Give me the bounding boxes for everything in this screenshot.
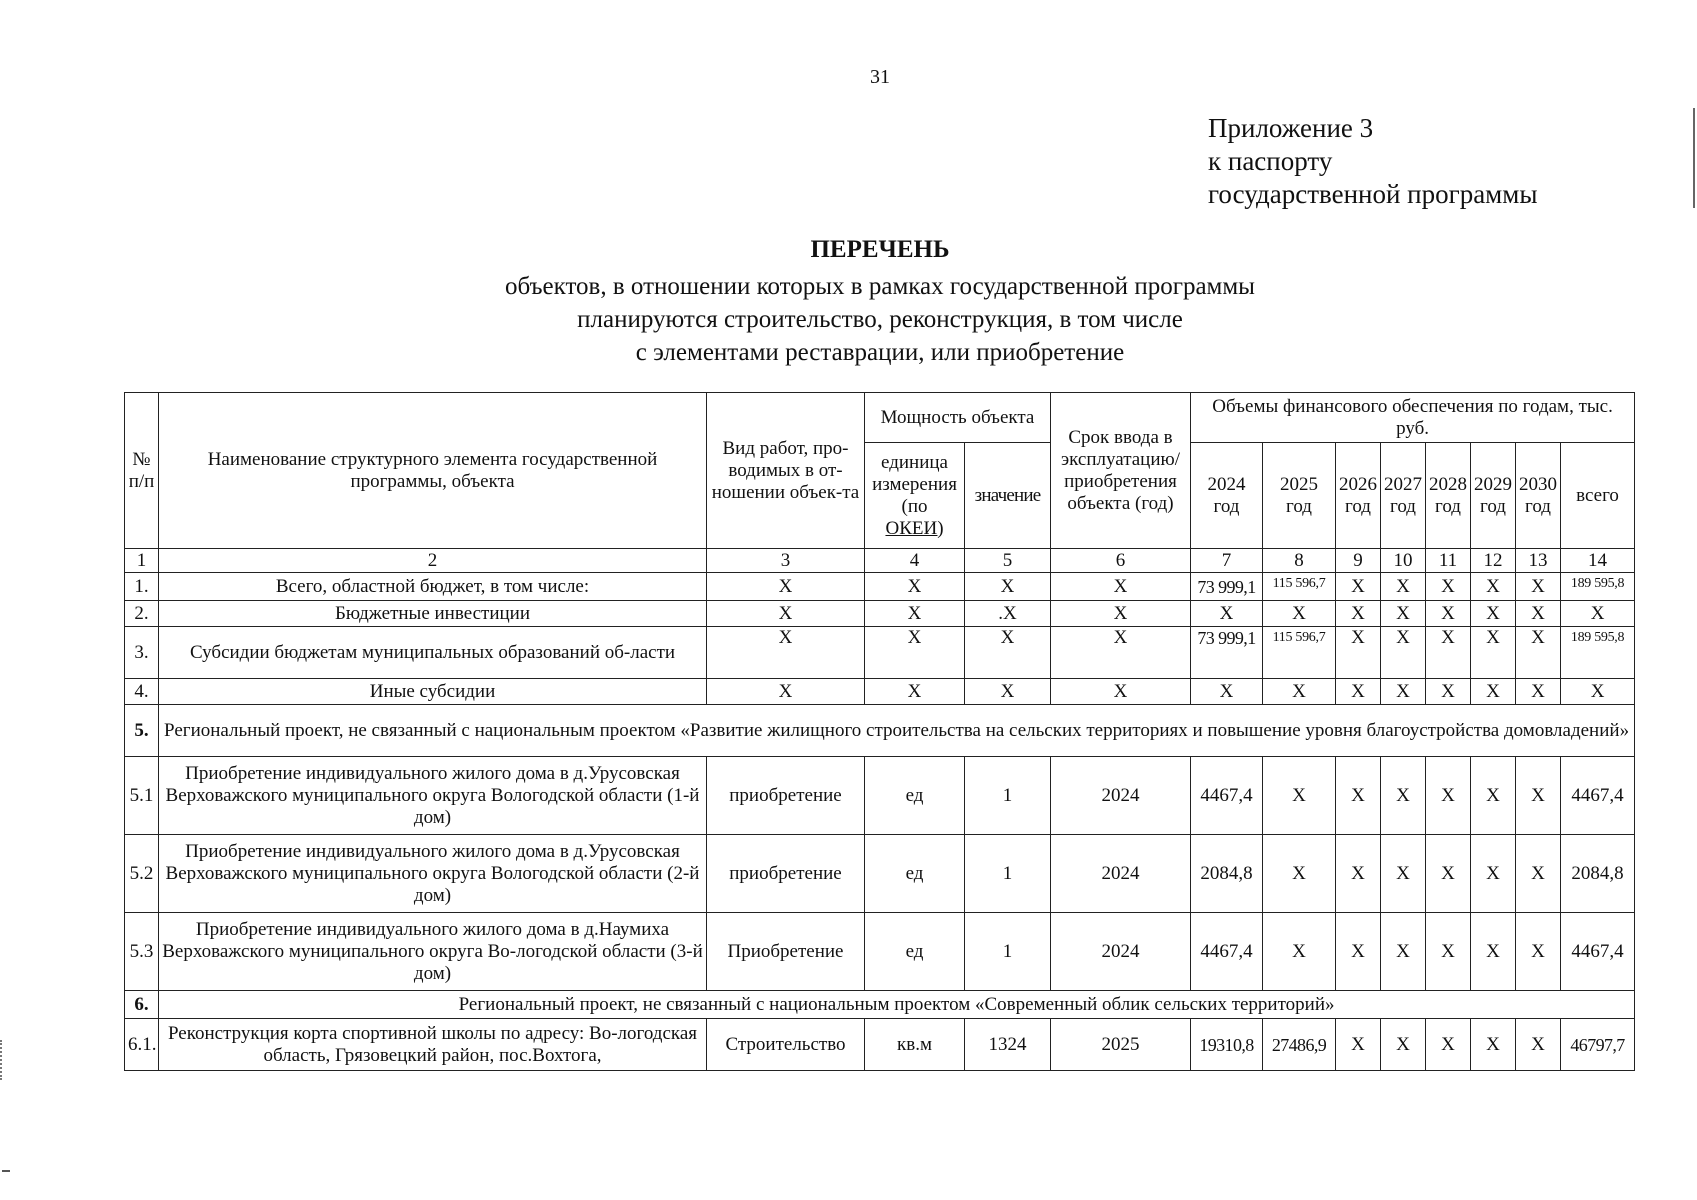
section-row <box>125 991 1635 1019</box>
scan-margin-mark <box>0 1040 8 1080</box>
row-work: X <box>707 601 865 627</box>
row-2030: X <box>1516 835 1561 913</box>
row-name: Субсидии бюджетам муниципальных образований об-ласти <box>159 627 707 679</box>
colnum-14: 14 <box>1561 549 1635 573</box>
row-work: X <box>707 679 865 705</box>
row-2030: X <box>1516 913 1561 991</box>
header-work-type: Вид работ, про-водимых в от-ношении объек-та <box>707 393 865 549</box>
row-2024: X <box>1191 601 1263 627</box>
table-row <box>125 627 1635 679</box>
row-2030: X <box>1516 1019 1561 1071</box>
row-2024: X <box>1191 679 1263 705</box>
row-work: приобретение <box>707 835 865 913</box>
table-row <box>125 601 1635 627</box>
colnum-2: 2 <box>159 549 707 573</box>
table-row <box>125 835 1635 913</box>
row-2027: X <box>1381 679 1426 705</box>
row-unit: X <box>865 573 965 601</box>
row-2027: X <box>1381 601 1426 627</box>
row-2026: X <box>1336 573 1381 601</box>
row-2024: 4467,4 <box>1191 913 1263 991</box>
row-num: 3. <box>125 627 159 679</box>
row-unit: кв.м <box>865 1019 965 1071</box>
colnum-13: 13 <box>1516 549 1561 573</box>
header-total: всего <box>1561 443 1635 549</box>
row-2027: X <box>1381 1019 1426 1071</box>
colnum-7: 7 <box>1191 549 1263 573</box>
row-2025: X <box>1263 601 1336 627</box>
row-2028: X <box>1426 1019 1471 1071</box>
row-value: X <box>965 679 1051 705</box>
header-2027: 2027 год <box>1381 443 1426 549</box>
row-2029: X <box>1471 913 1516 991</box>
row-deadline: X <box>1051 679 1191 705</box>
row-2024: 73 999,1 <box>1191 627 1263 679</box>
page-number: 31 <box>870 66 890 88</box>
row-2025: X <box>1263 757 1336 835</box>
column-numbers-row <box>125 549 1635 573</box>
row-2030: X <box>1516 601 1561 627</box>
row-name: Реконструкция корта спортивной школы по адресу: Во-логодская область, Грязовецкий район, пос.Вохтога, <box>159 1019 707 1071</box>
row-2029: X <box>1471 573 1516 601</box>
row-value: X <box>965 573 1051 601</box>
row-2030: X <box>1516 627 1561 679</box>
row-2028: X <box>1426 835 1471 913</box>
row-deadline: X <box>1051 573 1191 601</box>
row-deadline: 2024 <box>1051 757 1191 835</box>
header-unit-okei: ОКЕИ) <box>885 517 944 539</box>
row-2027: X <box>1381 757 1426 835</box>
row-2024: 19310,8 <box>1191 1019 1263 1071</box>
row-num: 6.1. <box>125 1019 159 1071</box>
colnum-8: 8 <box>1263 549 1336 573</box>
row-2025: X <box>1263 913 1336 991</box>
row-work: X <box>707 573 865 601</box>
row-2030: X <box>1516 679 1561 705</box>
header-2024: 2024 год <box>1191 443 1263 549</box>
header-2028: 2028 год <box>1426 443 1471 549</box>
colnum-3: 3 <box>707 549 865 573</box>
row-unit: ед <box>865 835 965 913</box>
row-unit: ед <box>865 913 965 991</box>
row-2026: X <box>1336 1019 1381 1071</box>
row-2026: X <box>1336 627 1381 679</box>
header-2026: 2026 год <box>1336 443 1381 549</box>
row-2025: 27486,9 <box>1263 1019 1336 1071</box>
document-subtitle <box>0 270 1697 369</box>
row-2026: X <box>1336 679 1381 705</box>
row-2027: X <box>1381 913 1426 991</box>
row-total: X <box>1561 679 1635 705</box>
colnum-10: 10 <box>1381 549 1426 573</box>
subtitle-line-1: объектов, в отношении которых в рамках государственной программы <box>505 273 1255 300</box>
row-name: Всего, областной бюджет, в том числе: <box>159 573 707 601</box>
colnum-5: 5 <box>965 549 1051 573</box>
row-num: 1. <box>125 573 159 601</box>
row-2026: X <box>1336 913 1381 991</box>
row-2028: X <box>1426 757 1471 835</box>
table-row <box>125 913 1635 991</box>
row-value: 1 <box>965 913 1051 991</box>
row-num: 5.2 <box>125 835 159 913</box>
header-unit-text: единица измерения (по <box>872 451 957 517</box>
row-2028: X <box>1426 573 1471 601</box>
row-total: 189 595,8 <box>1561 627 1635 679</box>
table-row <box>125 1019 1635 1071</box>
row-2025: X <box>1263 835 1336 913</box>
objects-table <box>124 392 1635 1071</box>
row-name: Приобретение индивидуального жилого дома в д.Наумиха Верховажского муниципального округа Во-логодской области (3-й дом) <box>159 913 707 991</box>
row-2025: X <box>1263 679 1336 705</box>
row-total: 2084,8 <box>1561 835 1635 913</box>
scan-edge-mark <box>1693 108 1695 208</box>
document-title: ПЕРЕЧЕНЬ <box>810 236 950 263</box>
table-row <box>125 573 1635 601</box>
header-unit <box>865 443 965 549</box>
row-2024: 2084,8 <box>1191 835 1263 913</box>
row-num: 5.1 <box>125 757 159 835</box>
row-work: X <box>707 627 865 679</box>
row-unit: X <box>865 627 965 679</box>
row-name: Иные субсидии <box>159 679 707 705</box>
colnum-11: 11 <box>1426 549 1471 573</box>
header-name: Наименование структурного элемента государственной программы, объекта <box>159 393 707 549</box>
header-2029: 2029 год <box>1471 443 1516 549</box>
row-value: 1 <box>965 757 1051 835</box>
row-2026: X <box>1336 757 1381 835</box>
colnum-4: 4 <box>865 549 965 573</box>
row-value: X <box>965 627 1051 679</box>
header-2030: 2030 год <box>1516 443 1561 549</box>
header-value: значение <box>965 443 1051 549</box>
row-total: X <box>1561 601 1635 627</box>
header-2025: 2025 год <box>1263 443 1336 549</box>
row-2026: X <box>1336 835 1381 913</box>
section-num: 5. <box>125 705 159 757</box>
row-2027: X <box>1381 835 1426 913</box>
row-num: 5.3 <box>125 913 159 991</box>
row-num: 2. <box>125 601 159 627</box>
row-deadline: X <box>1051 627 1191 679</box>
row-work: Строительство <box>707 1019 865 1071</box>
row-unit: X <box>865 679 965 705</box>
row-2025: 115 596,7 <box>1263 627 1336 679</box>
subtitle-line-2: планируются строительство, реконструкция, в том числе <box>577 306 1183 333</box>
appendix-line-1: Приложение 3 <box>1208 113 1374 143</box>
table-row <box>125 679 1635 705</box>
row-2027: X <box>1381 627 1426 679</box>
row-total: 4467,4 <box>1561 757 1635 835</box>
colnum-1: 1 <box>125 549 159 573</box>
row-value: 1324 <box>965 1019 1051 1071</box>
row-name: Приобретение индивидуального жилого дома в д.Урусовская Верховажского муниципального округа Вологодской области (1-й дом) <box>159 757 707 835</box>
row-2024: 4467,4 <box>1191 757 1263 835</box>
row-work: Приобретение <box>707 913 865 991</box>
row-2024: 73 999,1 <box>1191 573 1263 601</box>
row-value: 1 <box>965 835 1051 913</box>
colnum-6: 6 <box>1051 549 1191 573</box>
section-title: Региональный проект, не связанный с национальным проектом «Развитие жилищного строительства на сельских территориях и повышение уровня благоустройства домовладений» <box>159 705 1635 757</box>
row-2028: X <box>1426 627 1471 679</box>
row-2029: X <box>1471 835 1516 913</box>
row-2029: X <box>1471 1019 1516 1071</box>
appendix-line-3: государственной программы <box>1208 179 1538 209</box>
section-row <box>125 705 1635 757</box>
row-2029: X <box>1471 679 1516 705</box>
row-num: 4. <box>125 679 159 705</box>
appendix-note <box>1208 112 1538 211</box>
row-2026: X <box>1336 601 1381 627</box>
section-title: Региональный проект, не связанный с национальным проектом «Современный облик сельских территорий» <box>159 991 1635 1019</box>
row-deadline: 2025 <box>1051 1019 1191 1071</box>
section-num: 6. <box>125 991 159 1019</box>
row-name: Приобретение индивидуального жилого дома в д.Урусовская Верховажского муниципального округа Вологодской области (2-й дом) <box>159 835 707 913</box>
colnum-9: 9 <box>1336 549 1381 573</box>
row-2029: X <box>1471 601 1516 627</box>
row-unit: ед <box>865 757 965 835</box>
row-total: 46797,7 <box>1561 1019 1635 1071</box>
row-value: .X <box>965 601 1051 627</box>
row-unit: X <box>865 601 965 627</box>
row-deadline: X <box>1051 601 1191 627</box>
header-deadline: Срок ввода в эксплуатацию/ приобретения объекта (год) <box>1051 393 1191 549</box>
header-capacity: Мощность объекта <box>865 393 1051 443</box>
row-2030: X <box>1516 757 1561 835</box>
row-2027: X <box>1381 573 1426 601</box>
row-2025: 115 596,7 <box>1263 573 1336 601</box>
subtitle-line-3: с элементами реставрации, или приобретение <box>635 339 1125 366</box>
header-financing: Объемы финансового обеспечения по годам, тыс. руб. <box>1191 393 1635 443</box>
row-total: 4467,4 <box>1561 913 1635 991</box>
table-row <box>125 757 1635 835</box>
row-2028: X <box>1426 601 1471 627</box>
colnum-12: 12 <box>1471 549 1516 573</box>
row-work: приобретение <box>707 757 865 835</box>
appendix-line-2: к паспорту <box>1208 146 1333 176</box>
row-name: Бюджетные инвестиции <box>159 601 707 627</box>
row-2029: X <box>1471 757 1516 835</box>
scan-margin-dash <box>2 1170 10 1172</box>
row-deadline: 2024 <box>1051 913 1191 991</box>
row-deadline: 2024 <box>1051 835 1191 913</box>
row-2030: X <box>1516 573 1561 601</box>
row-2028: X <box>1426 679 1471 705</box>
row-2028: X <box>1426 913 1471 991</box>
header-num: № п/п <box>125 393 159 549</box>
row-total: 189 595,8 <box>1561 573 1635 601</box>
row-2029: X <box>1471 627 1516 679</box>
